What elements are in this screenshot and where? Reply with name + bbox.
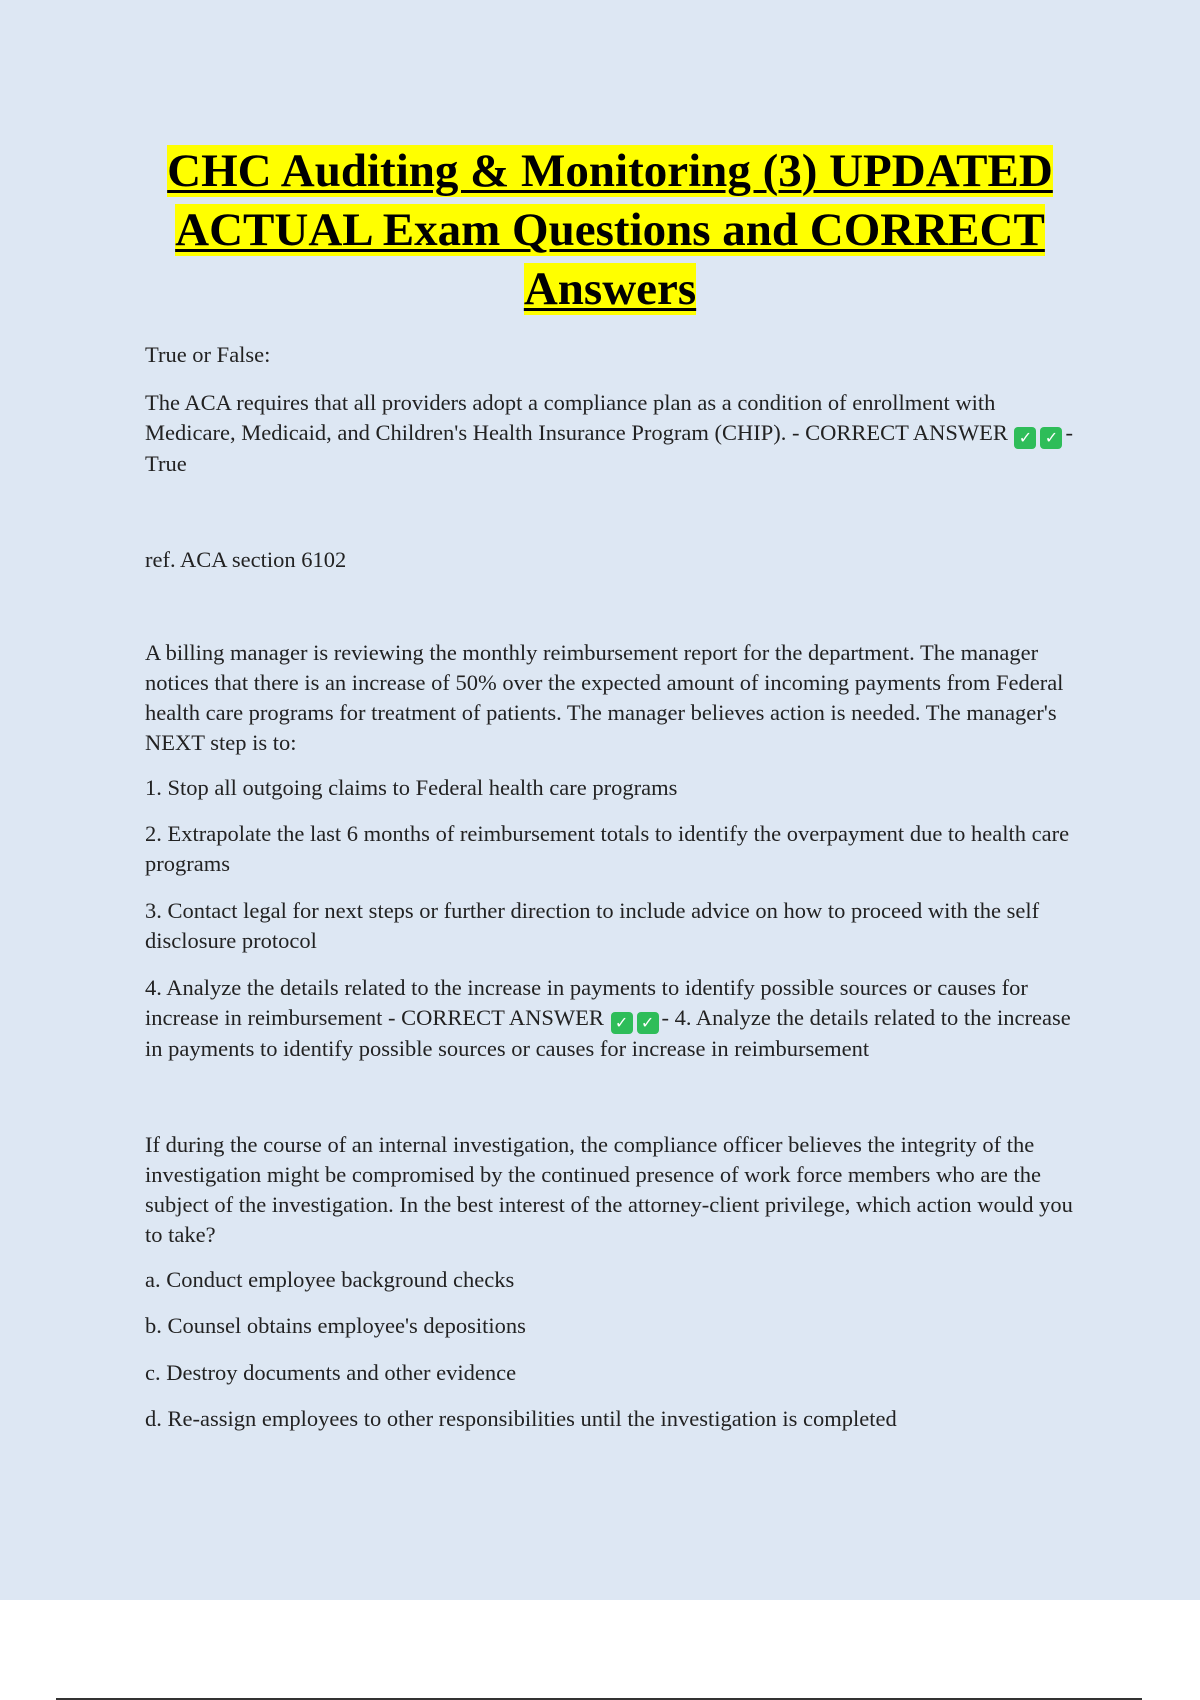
q1-question: [145, 388, 1080, 479]
q3-option-b: b. Counsel obtains employee's depositions: [145, 1313, 526, 1338]
q3-option-c: c. Destroy documents and other evidence: [145, 1360, 517, 1385]
q2-option-4-text: 4. Analyze the details related to the increase in payments to identify possible sources or causes for increase in reimbursement - CORRECT ANSWER: [145, 975, 1028, 1030]
q2-option-4: [145, 973, 1080, 1064]
q1-reference: ref. ACA section 6102: [145, 547, 347, 572]
q3-option-d: d. Re-assign employees to other responsibilities until the investigation is completed: [145, 1406, 897, 1431]
q1-answer: - True: [145, 420, 1073, 476]
q1-question-text: The ACA requires that all providers adopt a compliance plan as a condition of enrollment with Medicare, Medicaid, and Children's Health Insurance Program (CHIP). - CORRECT ANSWER: [145, 390, 1008, 445]
check-mark-icon: ✓: [1014, 427, 1036, 449]
title-highlight: CHC Auditing & Monitoring (3) UPDATED ACTUAL Exam Questions and CORRECT Answers: [167, 145, 1053, 315]
q2-option-3: 3. Contact legal for next steps or further direction to include advice on how to proceed with the self disclosure protocol: [145, 898, 1040, 953]
q2-option-2: 2. Extrapolate the last 6 months of reimbursement totals to identify the overpayment due to health care programs: [145, 821, 1070, 876]
q1-heading: True or False:: [145, 342, 271, 367]
check-mark-icon: ✓: [637, 1012, 659, 1034]
q2-option-1: 1. Stop all outgoing claims to Federal health care programs: [145, 775, 678, 800]
q2-question: A billing manager is reviewing the monthly reimbursement report for the department. The manager notices that there is an increase of 50% over the expected amount of incoming payments from Federal health care programs for treatment of patients. The manager believes action is needed. The manager's NEXT step is to:: [145, 640, 1064, 755]
check-mark-icon: ✓: [611, 1012, 633, 1034]
q2-answer: - 4. Analyze the details related to the increase in payments to identify possible sources or causes for increase in reimbursement: [145, 1005, 1071, 1061]
q3-option-a: a. Conduct employee background checks: [145, 1267, 515, 1292]
q3-question: If during the course of an internal investigation, the compliance officer believes the integrity of the investigation might be compromised by the continued presence of work force members who are the subject of the investigation. In the best interest of the attorney-client privilege, which action would you to take?: [145, 1132, 1073, 1247]
document-title: [145, 142, 1075, 319]
check-mark-icon: ✓: [1040, 427, 1062, 449]
